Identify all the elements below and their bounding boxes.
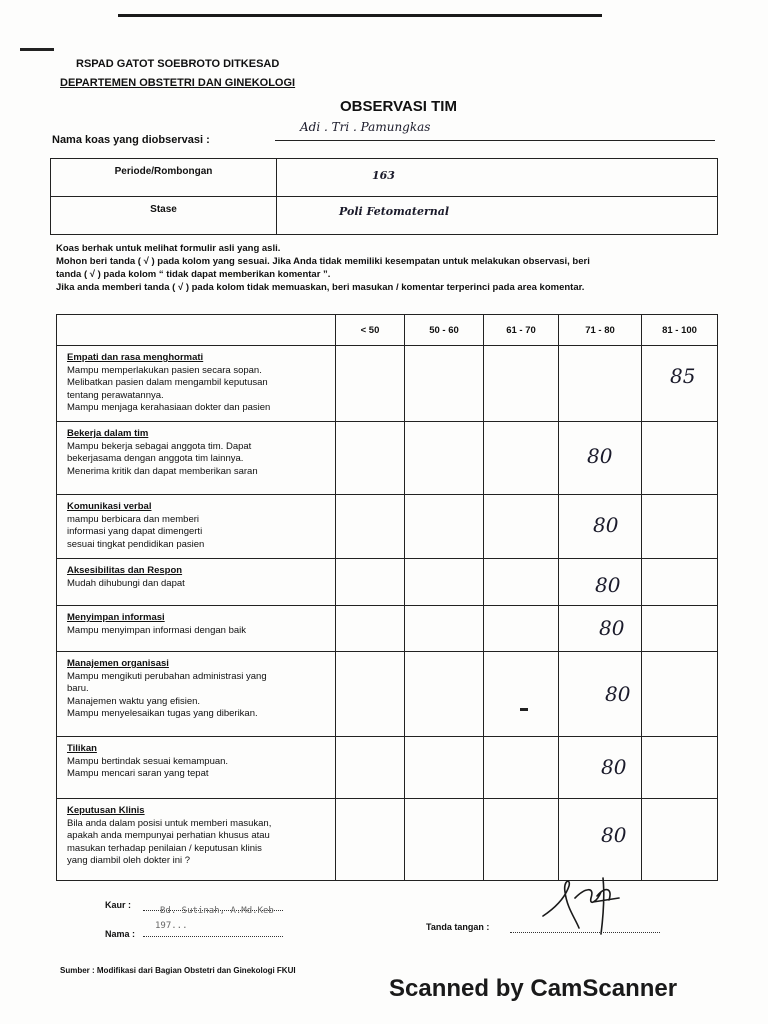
score-cell (484, 346, 559, 422)
criterion-line: yang diambil oleh dokter ini ? (67, 855, 191, 866)
score-cell (642, 606, 718, 652)
criterion-title: Aksesibilitas dan Respon (67, 565, 183, 576)
score-cell (405, 495, 484, 559)
period-row (51, 159, 718, 197)
criterion-title: Tilikan (67, 743, 97, 754)
criterion-line: mampu berbicara dan memberi (67, 513, 200, 525)
score-cell (336, 737, 405, 799)
score-cell (559, 495, 642, 559)
criterion-row (57, 559, 718, 606)
department-name: DEPARTEMEN OBSTETRI DAN GINEKOLOGI (60, 77, 296, 89)
period-cell (277, 159, 718, 197)
criterion-cell (57, 346, 336, 422)
score-cell (484, 495, 559, 559)
score-cell (336, 559, 405, 606)
score-cell (642, 559, 718, 606)
criterion-line: Menerima kritik dan dapat memberikan saran (67, 465, 258, 477)
score-cell (405, 346, 484, 422)
nama-stamp: 197... (155, 921, 188, 931)
score-cell (405, 799, 484, 881)
top-border-line (118, 14, 602, 17)
kaur-label: Kaur : (105, 900, 132, 910)
score-cell (336, 495, 405, 559)
score-cell (559, 346, 642, 422)
criterion-cell (57, 737, 336, 799)
criterion-line: Manajemen waktu yang efisien. (67, 695, 201, 707)
criterion-line: masukan terhadap penilaian / keputusan klinis (67, 842, 262, 854)
score-value: 80 (599, 616, 625, 640)
score-cell (484, 606, 559, 652)
nama-label: Nama : (105, 929, 136, 939)
criterion-cell (57, 422, 336, 495)
criterion-cell (57, 559, 336, 606)
score-cell (484, 559, 559, 606)
instruction-line: Mohon beri tanda ( √ ) pada kolom yang sesuai. Jika Anda tidak memiliki kesempatan untuk melakukan observasi, beri (56, 256, 590, 267)
criterion-title: Keputusan Klinis (67, 805, 145, 816)
col-header: < 50 (336, 315, 405, 346)
criterion-title: Menyimpan informasi (67, 612, 165, 623)
criterion-row (57, 606, 718, 652)
form-title: OBSERVASI TIM (340, 98, 457, 115)
score-cell (336, 799, 405, 881)
criteria-header (57, 315, 336, 346)
assessment-table (56, 314, 718, 881)
criterion-cell (57, 495, 336, 559)
score-cell (642, 737, 718, 799)
criterion-title: Bekerja dalam tim (67, 428, 149, 439)
criterion-line: apakah anda mempunyai perhatian khusus atau (67, 830, 270, 841)
score-value: 80 (595, 573, 621, 597)
stase-cell (277, 197, 718, 235)
criterion-line: Mampu mengikuti perubahan administrasi yang (67, 670, 267, 682)
score-cell (405, 652, 484, 737)
score-value: 80 (601, 755, 627, 779)
score-cell (559, 606, 642, 652)
criterion-line: baru. (67, 683, 89, 694)
header-row (57, 315, 718, 346)
criterion-line: Melibatkan pasien dalam mengambil keputusan (67, 377, 268, 388)
criterion-cell (57, 799, 336, 881)
criterion-line: tentang perawatannya. (67, 389, 164, 401)
instruction-line: Koas berhak untuk melihat formulir asli yang asli. (56, 243, 281, 254)
pen-mark (520, 708, 528, 711)
period-label: Periode/Rombongan (51, 159, 277, 197)
criterion-row (57, 737, 718, 799)
instruction-line: Jika anda memberi tanda ( √ ) pada kolom tidak memuaskan, beri masukan / komentar terperinci pada area komentar. (56, 282, 585, 293)
criterion-line: Bila anda dalam posisi untuk memberi masukan, (67, 817, 272, 829)
score-cell (336, 652, 405, 737)
col-header: 71 - 80 (559, 315, 642, 346)
score-cell (484, 422, 559, 495)
score-value: 80 (587, 444, 613, 468)
koas-name-value: Adi . Tri . Pamungkas (300, 120, 431, 134)
criterion-line: sesuai tingkat pendidikan pasien (67, 538, 205, 550)
stase-row (51, 197, 718, 235)
criterion-title: Komunikasi verbal (67, 501, 152, 512)
score-cell (559, 652, 642, 737)
criterion-row (57, 346, 718, 422)
criterion-title: Empati dan rasa menghormati (67, 352, 204, 363)
criterion-line: Mampu menyimpan informasi dengan baik (67, 624, 247, 636)
col-header: 81 - 100 (642, 315, 718, 346)
criterion-line: Mampu bertindak sesuai kemampuan. (67, 755, 229, 767)
score-cell (642, 799, 718, 881)
score-cell (405, 606, 484, 652)
stase-value: Poli Fetomaternal (339, 205, 450, 218)
score-cell (336, 422, 405, 495)
score-cell (642, 422, 718, 495)
score-value: 85 (670, 364, 696, 388)
score-value: 80 (601, 823, 627, 847)
source-note: Sumber : Modifikasi dari Bagian Obstetri dan Ginekologi FKUI (60, 966, 296, 975)
score-cell (559, 559, 642, 606)
koas-underline (275, 140, 715, 141)
corner-mark (20, 48, 54, 51)
koas-label: Nama koas yang diobservasi : (52, 134, 210, 146)
period-value: 163 (372, 169, 395, 182)
score-cell (336, 346, 405, 422)
kaur-stamp: Bd. Sutinah, A.Md.Keb (160, 906, 274, 916)
instruction-line: tanda ( √ ) pada kolom “ tidak dapat memberikan komentar ”. (56, 269, 331, 280)
criterion-line: informasi yang dapat dimengerti (67, 526, 203, 537)
criterion-line: Mudah dihubungi dan dapat (67, 577, 185, 589)
nama-line (143, 936, 283, 937)
criterion-line: bekerjasama dengan anggota tim lainnya. (67, 453, 244, 464)
criterion-row (57, 652, 718, 737)
score-value: 80 (593, 513, 619, 537)
instructions (56, 242, 696, 294)
col-header: 50 - 60 (405, 315, 484, 346)
camscanner-watermark: Scanned by CamScanner (389, 975, 678, 1002)
col-header: 61 - 70 (484, 315, 559, 346)
score-cell (559, 737, 642, 799)
criterion-title: Manajemen organisasi (67, 658, 169, 669)
score-cell (484, 737, 559, 799)
score-cell (336, 606, 405, 652)
criterion-row (57, 422, 718, 495)
criterion-row (57, 495, 718, 559)
criterion-line: Mampu menjaga kerahasiaan dokter dan pasien (67, 402, 271, 413)
signature-line (510, 932, 660, 933)
score-cell (642, 495, 718, 559)
criterion-line: Mampu memperlakukan pasien secara sopan. (67, 364, 262, 376)
signature-label: Tanda tangan : (426, 922, 490, 932)
score-cell (405, 422, 484, 495)
score-cell (405, 737, 484, 799)
criterion-cell (57, 652, 336, 737)
stase-label: Stase (51, 197, 277, 235)
criterion-line: Mampu menyelesaikan tugas yang diberikan. (67, 708, 258, 719)
score-cell (642, 346, 718, 422)
score-cell (405, 559, 484, 606)
score-cell (642, 652, 718, 737)
hospital-name: RSPAD GATOT SOEBROTO DITKESAD (76, 58, 280, 70)
score-cell (559, 422, 642, 495)
criterion-cell (57, 606, 336, 652)
score-cell (484, 652, 559, 737)
signature (535, 868, 625, 938)
criterion-line: Mampu mencari saran yang tepat (67, 768, 209, 779)
score-value: 80 (605, 682, 631, 706)
period-table (50, 158, 718, 235)
criterion-line: Mampu bekerja sebagai anggota tim. Dapat (67, 440, 252, 452)
